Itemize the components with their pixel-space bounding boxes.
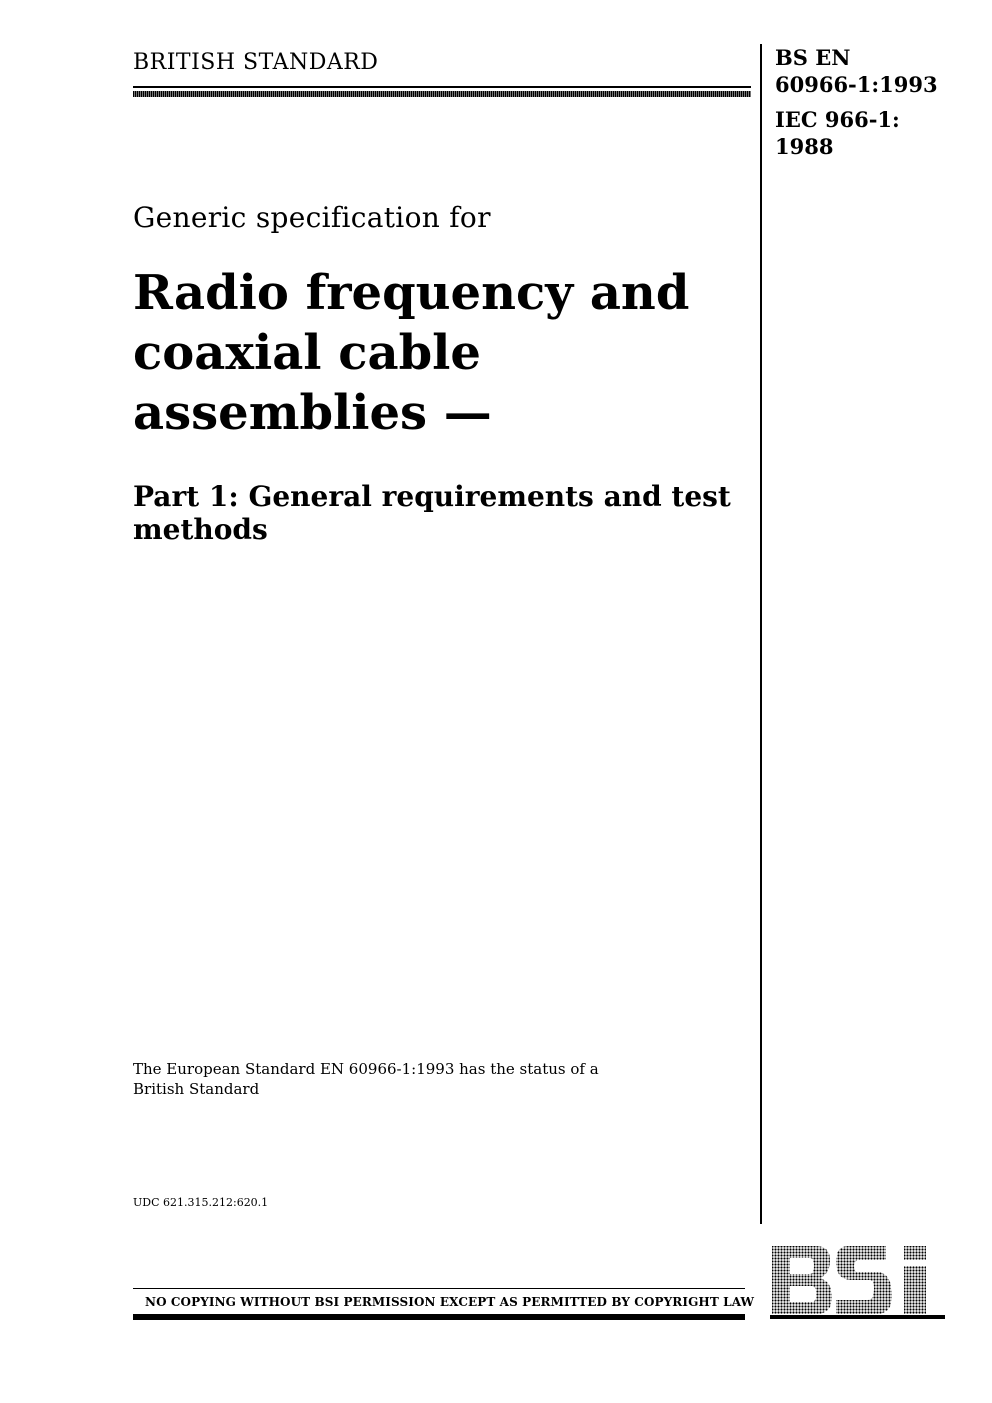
vertical-divider xyxy=(760,44,762,1224)
status-line: The European Standard EN 60966-1:1993 has the status of a xyxy=(133,1060,599,1078)
standard-reference-numbers xyxy=(775,44,938,160)
bsi-logo-icon xyxy=(768,1242,946,1322)
iec-number-line1: IEC 966-1: xyxy=(775,107,900,132)
header-divider-thick xyxy=(133,91,751,97)
logo-underline xyxy=(770,1315,945,1319)
udc-classification: UDC 621.315.212:620.1 xyxy=(133,1196,269,1209)
bs-en-number-line2: 60966-1:1993 xyxy=(775,72,938,97)
status-line: British Standard xyxy=(133,1080,260,1098)
standard-type-label: BRITISH STANDARD xyxy=(133,50,379,75)
part-title-line: Part 1: General requirements and test xyxy=(133,480,731,513)
title-line: Radio frequency and xyxy=(133,265,690,321)
status-statement xyxy=(133,1059,599,1099)
part-title xyxy=(133,480,753,546)
iec-number-line2: 1988 xyxy=(775,134,834,159)
document-title xyxy=(133,263,753,443)
copyright-rule-top xyxy=(133,1288,745,1289)
copyright-notice: NO COPYING WITHOUT BSI PERMISSION EXCEPT AS PERMITTED BY COPYRIGHT LAW xyxy=(145,1295,755,1309)
title-line: coaxial cable xyxy=(133,325,481,381)
document-subtitle: Generic specification for xyxy=(133,201,491,234)
bs-en-number-line1: BS EN xyxy=(775,45,851,70)
copyright-rule-bottom xyxy=(133,1314,745,1320)
part-title-line: methods xyxy=(133,513,268,546)
header-divider-thin xyxy=(133,86,751,88)
title-line: assemblies — xyxy=(133,385,492,441)
